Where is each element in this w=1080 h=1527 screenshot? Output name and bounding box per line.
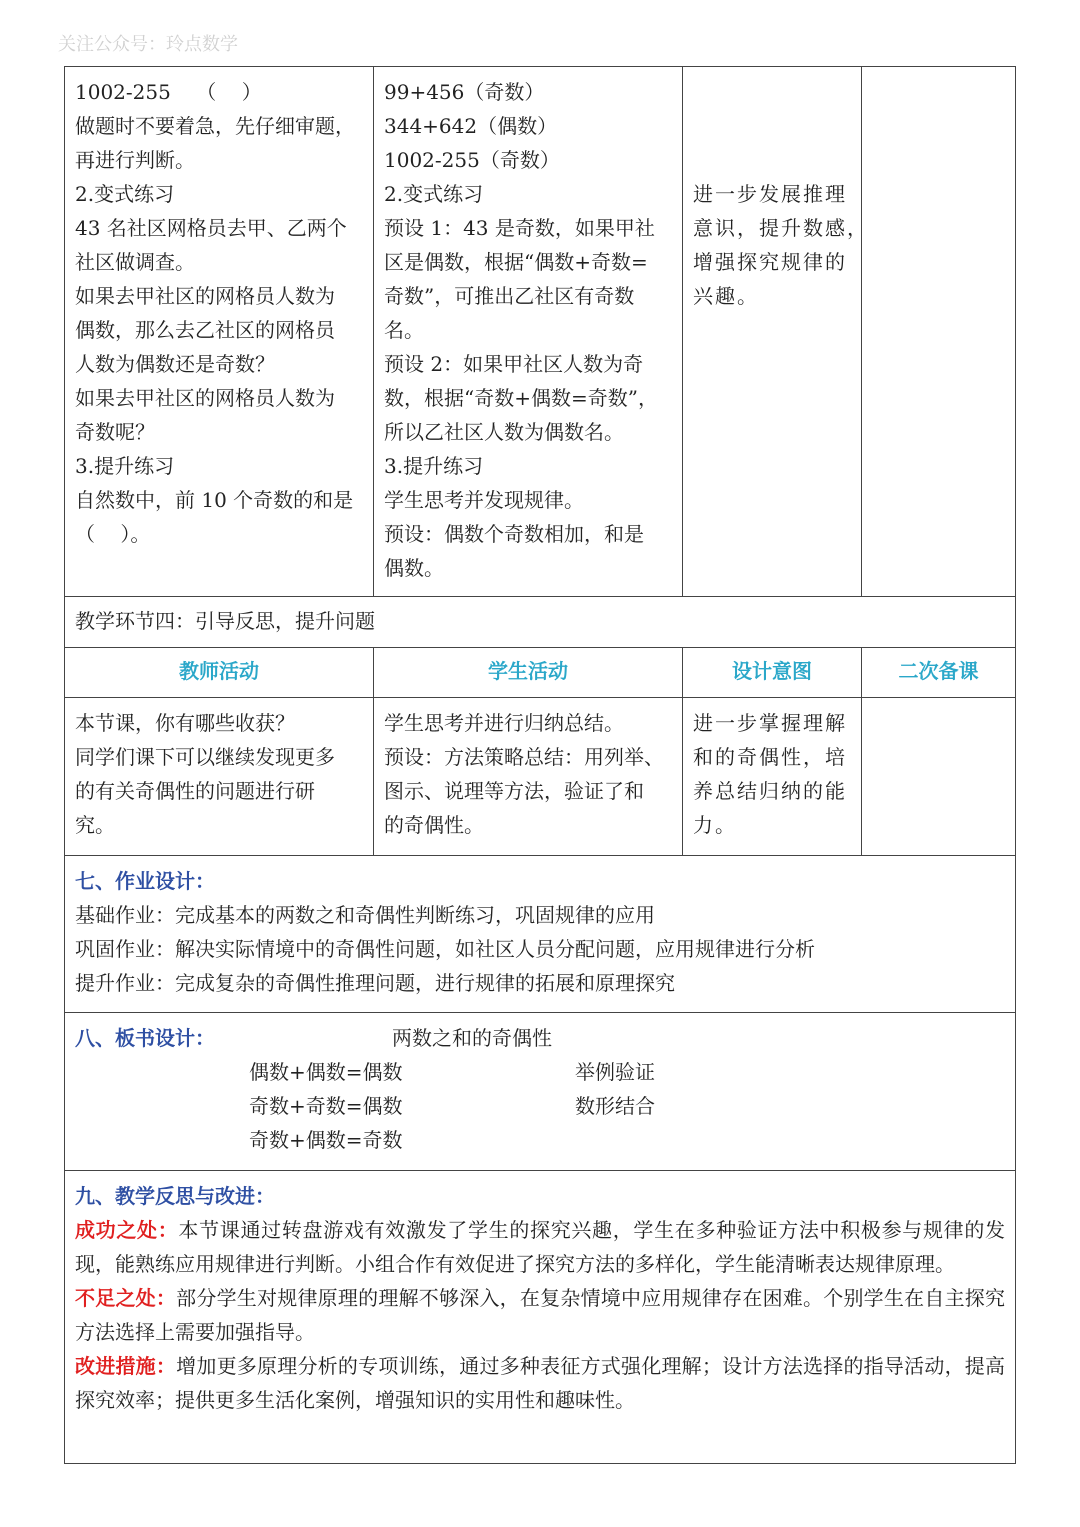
- text-line: 99+456（奇数）: [384, 80, 545, 104]
- homework-row: [65, 855, 1015, 1012]
- student-activity-cell: [373, 698, 682, 855]
- text-line: 本节课，你有哪些收获？: [75, 711, 295, 735]
- homework-item: 巩固作业：解决实际情境中的奇偶性问题，如社区人员分配问题，应用规律进行分析: [75, 937, 815, 961]
- text-line: 奇数呢？: [75, 420, 155, 444]
- watermark: 关注公众号：玲点数学: [58, 34, 238, 55]
- text-line: 43 名社区网格员去甲、乙两个: [75, 216, 347, 240]
- text-line: 学生思考并进行归纳总结。: [384, 711, 624, 735]
- text-line: 和的奇偶性，培: [693, 745, 847, 769]
- text-line: 究。: [75, 813, 115, 837]
- text-line: 的奇偶性。: [384, 813, 484, 837]
- text-line: 自然数中，前 10 个奇数的和是: [75, 488, 354, 512]
- reflection-section: [65, 1171, 1015, 1463]
- board-method: 数形结合: [575, 1094, 655, 1118]
- teacher-activity-cell: [65, 698, 373, 855]
- student-activity-cell: [373, 67, 682, 596]
- text-line: 图示、说理等方法，验证了和: [384, 779, 644, 803]
- text-line: 再进行判断。: [75, 148, 195, 172]
- text-line: 344+642（偶数）: [384, 114, 558, 138]
- secondary-prep-cell: [861, 67, 1015, 596]
- text-line: 同学们课下可以继续发现更多: [75, 745, 335, 769]
- board-design-section: [65, 1013, 1015, 1169]
- text-line: 预设：偶数个奇数相加，和是: [384, 522, 644, 546]
- stage4-title-row: [65, 596, 1015, 647]
- text-line: 预设 2：如果甲社区人数为奇: [384, 352, 644, 376]
- weakness-text: 部分学生对规律原理的理解不够深入，在复杂情境中应用规律存在困难。个别学生在自主探究方法选择上需要加强指导。: [75, 1286, 1006, 1344]
- design-intent-cell: [682, 67, 869, 596]
- text-line: 数，根据“奇数+偶数=奇数”，: [384, 386, 658, 410]
- text-line: 预设 1：43 是奇数，如果甲社: [384, 216, 655, 240]
- reflection-title: 九、教学反思与改进：: [75, 1184, 275, 1208]
- text-line: 名。: [384, 318, 424, 342]
- homework-title: 七、作业设计：: [75, 869, 215, 893]
- board-heading: 两数之和的奇偶性: [392, 1026, 552, 1050]
- text-line: 预设：方法策略总结：用列举、: [384, 745, 664, 769]
- board-rule: 偶数+偶数=偶数: [249, 1060, 403, 1084]
- header-student: 学生活动: [373, 648, 682, 697]
- stage4-title: 教学环节四：引导反思，提升问题: [75, 609, 375, 633]
- text-line: 如果去甲社区的网格员人数为: [75, 386, 335, 410]
- text-line: 如果去甲社区的网格员人数为: [75, 284, 335, 308]
- success-text: 本节课通过转盘游戏有效激发了学生的探究兴趣，学生在多种验证方法中积极参与规律的发现，能熟练应用规律进行判断。小组合作有效促进了探究方法的多样化，学生能清晰表达规律原理。: [75, 1218, 1006, 1276]
- secondary-prep-cell: [861, 698, 1015, 855]
- text-line: 区是偶数，根据“偶数+奇数=: [384, 250, 648, 274]
- text-line: 奇数”，可推出乙社区有奇数: [384, 284, 635, 308]
- text-line: 3.提升练习: [75, 454, 175, 478]
- header-intent: 设计意图: [682, 648, 861, 697]
- homework-section: [65, 856, 1015, 1012]
- header-secondary: 二次备课: [861, 648, 1015, 697]
- practice-row: [65, 67, 1015, 596]
- text-line: （ ）。: [75, 522, 151, 546]
- text-line: 做题时不要着急，先仔细审题，: [75, 114, 355, 138]
- homework-item: 提升作业：完成复杂的奇偶性推理问题，进行规律的拓展和原理探究: [75, 971, 675, 995]
- board-rule: 奇数+奇数=偶数: [249, 1094, 403, 1118]
- lesson-plan-table: [64, 66, 1016, 1464]
- weakness-paragraph: [75, 1281, 1005, 1349]
- text-line: 人数为偶数还是奇数？: [75, 352, 275, 376]
- text-line: 进一步掌握理解: [693, 711, 847, 735]
- header-teacher: 教师活动: [179, 659, 259, 683]
- improvement-text: 增加更多原理分析的专项训练，通过多种表征方式强化理解；设计方法选择的指导活动，提高探究效率；提供更多生活化案例，增强知识的实用性和趣味性。: [75, 1354, 1006, 1412]
- board-design-row: [65, 1012, 1015, 1170]
- text-line: 力。: [693, 813, 737, 837]
- column-header-row: [65, 647, 1015, 697]
- teacher-activity-cell: [65, 67, 373, 596]
- text-line: 1002-255（奇数）: [384, 148, 560, 172]
- stage4-row: [65, 697, 1015, 855]
- text-line: 所以乙社区人数为偶数名。: [384, 420, 624, 444]
- homework-item: 基础作业：完成基本的两数之和奇偶性判断练习，巩固规律的应用: [75, 903, 655, 927]
- text-line: 意识，提升数感，: [693, 216, 869, 240]
- text-line: 增强探究规律的: [693, 250, 847, 274]
- text-line: 的有关奇偶性的问题进行研: [75, 779, 315, 803]
- text-line: 2.变式练习: [75, 182, 175, 206]
- text-line: 偶数，那么去乙社区的网格员: [75, 318, 335, 342]
- text-line: 学生思考并发现规律。: [384, 488, 584, 512]
- text-line: 社区做调查。: [75, 250, 195, 274]
- text-line: 2.变式练习: [384, 182, 484, 206]
- improvement-paragraph: [75, 1349, 1005, 1417]
- reflection-row: [65, 1170, 1015, 1463]
- text-line: 兴趣。: [693, 284, 759, 308]
- text-line: 1002-255 （ ）: [75, 80, 262, 104]
- text-line: 养总结归纳的能: [693, 779, 847, 803]
- text-line: 3.提升练习: [384, 454, 484, 478]
- success-paragraph: [75, 1213, 1005, 1281]
- text-line: 偶数。: [384, 556, 444, 580]
- success-label: 成功之处：: [75, 1218, 179, 1242]
- board-rule: 奇数+偶数=奇数: [249, 1128, 403, 1152]
- improvement-label: 改进措施：: [75, 1354, 177, 1378]
- board-method: 举例验证: [575, 1060, 655, 1084]
- design-intent-cell: [682, 698, 861, 855]
- text-line: 进一步发展推理: [693, 182, 847, 206]
- weakness-label: 不足之处：: [75, 1286, 177, 1310]
- board-title: 八、板书设计：: [75, 1026, 215, 1050]
